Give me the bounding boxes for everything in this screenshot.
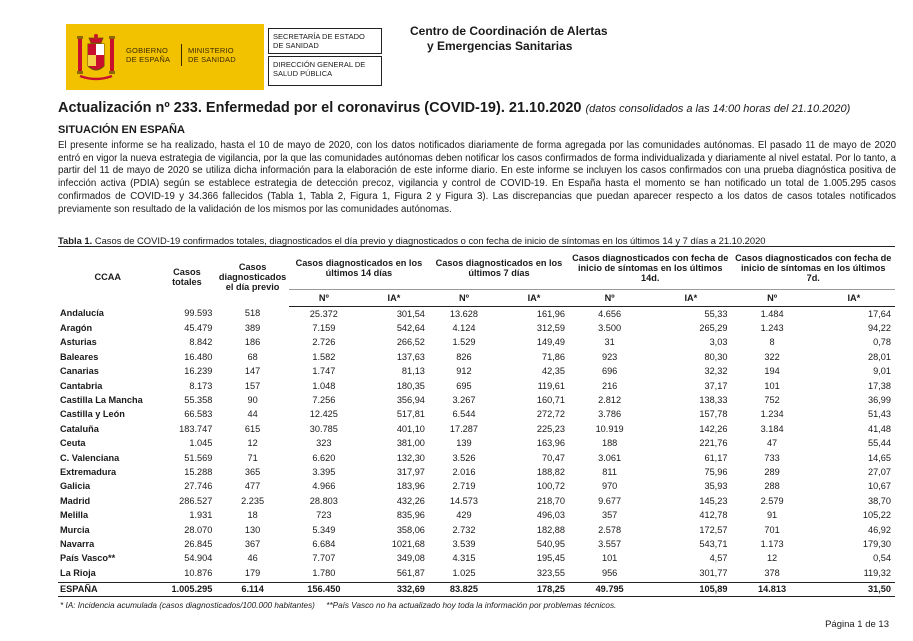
cell-ccaa: Ceuta	[60, 438, 86, 449]
cell-diag7_n: 3.539	[452, 538, 476, 549]
table-row	[58, 336, 895, 350]
cell-dia_previo: 186	[244, 337, 261, 348]
cell-diag14_n: 323	[316, 438, 332, 449]
cell-fecha14_n: 970	[601, 481, 618, 492]
cell-diag14_ia: 517,81	[396, 409, 425, 420]
direccion-box	[268, 56, 382, 86]
direccion-label: DIRECCIÓN GENERAL DE SALUD PÚBLICA	[273, 60, 366, 78]
cell-fecha7_n: 289	[764, 466, 780, 477]
cell-fecha14_n: 3.786	[598, 409, 622, 420]
cell-totales: 27.746	[184, 481, 213, 492]
cell-fecha7_ia: 179,30	[862, 538, 891, 549]
cell-totales: 286.527	[179, 495, 213, 506]
cell-dia_previo: 90	[247, 395, 258, 406]
cell-totales: 26.845	[184, 538, 213, 549]
report-title-main: Actualización nº 233. Enfermedad por el coronavirus (COVID-19). 21.10.2020	[58, 100, 582, 116]
header-dia-previo: Casos diagnosticados el día previo	[216, 247, 288, 307]
table-body	[58, 307, 895, 597]
header-ia: IA*	[499, 290, 569, 307]
cell-fecha7_n: 91	[766, 510, 778, 521]
cell-diag7_ia: 218,70	[536, 495, 566, 506]
cell-fecha14_ia: 543,71	[699, 538, 728, 549]
cell-dia_previo: 68	[247, 351, 258, 362]
cell-diag7_ia: 312,59	[536, 323, 566, 334]
secretaria-label: SECRETARÍA DE ESTADO DE SANIDAD	[273, 32, 365, 50]
cell-dia_previo: 367	[244, 538, 261, 549]
table-row	[58, 451, 895, 465]
table-row	[58, 307, 895, 322]
total-cell-totales: 1.005.295	[158, 583, 217, 597]
cell-ccaa: Extremadura	[60, 466, 117, 477]
table-caption	[58, 235, 766, 246]
cell-diag7_n: 429	[456, 510, 472, 521]
cell-fecha7_n: 733	[764, 452, 780, 463]
total-cell-diag7_ia: 178,25	[499, 583, 569, 597]
cell-diag14_n: 12.425	[309, 409, 338, 420]
cell-diag7_ia: 149,49	[536, 337, 566, 348]
report-title	[58, 100, 850, 116]
cell-diag14_ia: 301,54	[396, 308, 425, 319]
header-diag7: Casos diagnosticados en los últimos 7 días	[429, 247, 569, 290]
header-fecha14: Casos diagnosticados con fecha de inicio de síntomas en los últimos 14d.	[569, 247, 731, 290]
cell-fecha14_ia: 4,57	[709, 553, 728, 564]
cell-dia_previo: 179	[244, 567, 261, 578]
cell-diag14_n: 7.707	[312, 553, 336, 564]
cell-ccaa: Andalucía	[60, 308, 104, 319]
cell-diag14_ia: 1021,68	[391, 538, 425, 549]
cell-diag7_ia: 160,71	[536, 395, 566, 406]
table-row	[58, 508, 895, 522]
cell-totales: 28.070	[184, 524, 213, 535]
cell-fecha14_n: 31	[604, 337, 615, 348]
cell-fecha14_n: 101	[601, 553, 618, 564]
cell-diag14_n: 6.684	[312, 538, 336, 549]
cell-diag7_ia: 540,95	[536, 538, 566, 549]
cell-diag7_n: 4.124	[452, 323, 476, 334]
cell-ccaa: Castilla La Mancha	[60, 395, 143, 406]
cell-diag7_n: 826	[456, 351, 472, 362]
cell-diag14_ia: 317,97	[396, 466, 425, 477]
cell-totales: 16.239	[184, 366, 213, 377]
cell-diag7_ia: 496,03	[536, 510, 566, 521]
cell-dia_previo: 615	[244, 423, 261, 434]
cell-fecha14_n: 357	[601, 510, 618, 521]
cell-diag7_ia: 225,23	[536, 423, 566, 434]
coat-of-arms-icon	[76, 30, 116, 84]
cell-totales: 45.479	[184, 323, 213, 334]
cell-fecha7_ia: 38,70	[868, 495, 891, 506]
cell-fecha14_ia: 32,32	[704, 366, 728, 377]
cell-fecha14_n: 956	[601, 567, 618, 578]
cell-fecha7_ia: 51,43	[868, 409, 891, 420]
cell-dia_previo: 2.235	[241, 495, 265, 506]
cell-ccaa: Asturias	[60, 337, 97, 348]
cell-diag7_n: 13.628	[449, 308, 478, 319]
table-row	[58, 523, 895, 537]
cell-totales: 8.842	[189, 337, 213, 348]
cell-totales: 54.904	[184, 553, 213, 564]
logo-divider	[181, 44, 182, 66]
cell-diag7_n: 14.573	[449, 495, 478, 506]
cell-diag14_n: 1.048	[312, 380, 336, 391]
cell-ccaa: C. Valenciana	[60, 452, 120, 463]
cell-diag14_ia: 183,96	[396, 481, 425, 492]
cell-diag7_ia: 42,35	[542, 366, 566, 377]
cell-fecha14_ia: 301,77	[699, 567, 728, 578]
total-cell-dia_previo: 6.114	[216, 583, 288, 597]
cell-fecha14_n: 3.500	[598, 323, 622, 334]
report-title-sub: (datos consolidados a las 14:00 horas del 21.10.2020)	[585, 103, 851, 115]
header-diag14: Casos diagnosticados en los últimos 14 días	[289, 247, 429, 290]
cell-diag14_n: 6.620	[312, 452, 336, 463]
cell-fecha7_ia: 9,01	[873, 366, 891, 377]
cell-fecha14_n: 216	[601, 380, 618, 391]
table-caption-label: Tabla 1.	[58, 235, 93, 246]
table-row	[58, 365, 895, 379]
cell-fecha14_ia: 3,03	[709, 337, 728, 348]
header-ia: IA*	[813, 290, 895, 307]
cell-diag7_ia: 182,88	[536, 524, 566, 535]
centro-heading	[410, 24, 608, 54]
cell-ccaa: Cataluña	[60, 423, 99, 434]
cell-diag7_ia: 195,45	[536, 553, 566, 564]
cell-fecha14_ia: 138,33	[699, 395, 728, 406]
cell-diag14_ia: 349,08	[396, 553, 425, 564]
cell-fecha7_n: 3.184	[760, 423, 784, 434]
cell-dia_previo: 157	[244, 380, 261, 391]
cell-fecha7_ia: 94,22	[868, 323, 891, 334]
cell-fecha14_n: 811	[602, 466, 617, 477]
cell-diag14_n: 5.349	[312, 524, 336, 535]
cell-diag14_n: 1.747	[312, 366, 336, 377]
cell-diag14_ia: 381,00	[396, 438, 425, 449]
total-cell-fecha7_n: 14.813	[731, 583, 812, 597]
cell-dia_previo: 147	[244, 366, 261, 377]
cell-totales: 55.358	[184, 395, 213, 406]
cell-ccaa: Melilla	[60, 510, 89, 521]
centro-line-2: y Emergencias Sanitarias	[427, 39, 573, 53]
total-cell-fecha14_ia: 105,89	[650, 583, 731, 597]
cell-diag14_n: 25.372	[309, 308, 338, 319]
header-n: Nº	[289, 290, 359, 307]
cell-fecha14_n: 3.557	[598, 538, 622, 549]
header-n: Nº	[731, 290, 812, 307]
cell-fecha14_ia: 80,30	[704, 351, 728, 362]
cell-totales: 51.569	[184, 452, 213, 463]
cell-fecha14_ia: 37,17	[704, 380, 728, 391]
cell-ccaa: Canarias	[60, 366, 99, 377]
cell-diag7_n: 139	[456, 438, 472, 449]
header-fecha7: Casos diagnosticados con fecha de inicio de síntomas en los últimos 7d.	[731, 247, 895, 290]
total-cell-diag14_ia: 332,69	[359, 583, 429, 597]
cell-totales: 1.931	[189, 510, 213, 521]
cell-dia_previo: 44	[247, 409, 258, 420]
cell-fecha7_n: 1.173	[760, 538, 784, 549]
cell-fecha7_ia: 119,32	[863, 567, 891, 578]
cell-diag7_ia: 70,47	[542, 452, 566, 463]
cell-fecha14_n: 696	[601, 366, 618, 377]
cell-diag14_n: 7.256	[312, 395, 336, 406]
total-cell-diag14_n: 156.450	[289, 583, 359, 597]
cell-fecha7_ia: 17,64	[868, 308, 891, 319]
cell-diag14_ia: 132,30	[396, 452, 425, 463]
header-n: Nº	[569, 290, 650, 307]
cell-fecha7_n: 101	[764, 380, 780, 391]
cell-totales: 16.480	[184, 351, 213, 362]
total-cell-ccaa: ESPAÑA	[58, 583, 158, 597]
table-row	[58, 537, 895, 551]
cell-fecha14_ia: 75,96	[704, 466, 728, 477]
cell-dia_previo: 365	[244, 466, 261, 477]
cell-fecha14_n: 4.656	[598, 308, 622, 319]
cell-dia_previo: 130	[244, 524, 261, 535]
cell-diag7_ia: 323,55	[536, 567, 566, 578]
total-cell-fecha14_n: 49.795	[569, 583, 650, 597]
total-cell-diag7_n: 83.825	[429, 583, 499, 597]
cell-fecha7_ia: 10,67	[868, 481, 891, 492]
cell-diag7_n: 4.315	[452, 553, 476, 564]
cell-diag14_n: 7.159	[312, 323, 336, 334]
table-row	[58, 552, 895, 566]
cell-diag7_ia: 100,72	[536, 481, 566, 492]
cell-diag14_n: 723	[316, 510, 332, 521]
logo-ministerio-text: MINISTERIO DE SANIDAD	[188, 46, 236, 64]
cell-diag14_n: 1.780	[312, 567, 336, 578]
page-number: Página 1 de 13	[825, 619, 889, 630]
cell-diag7_n: 1.025	[452, 567, 476, 578]
cell-fecha14_n: 923	[601, 351, 618, 362]
cell-diag7_n: 2.016	[452, 466, 476, 477]
cell-diag14_ia: 432,26	[396, 495, 425, 506]
table-caption-text: Casos de COVID-19 confirmados totales, diagnosticados el día previo y diagnosticados o con fecha de inicio de síntomas en los últimos 14 y 7 días a 21.10.2020	[92, 235, 766, 246]
cell-fecha7_n: 2.579	[760, 495, 784, 506]
cell-totales: 66.583	[184, 409, 213, 420]
logo-gobierno-text: GOBIERNO DE ESPAÑA	[126, 46, 171, 64]
table-row	[58, 494, 895, 508]
cell-ccaa: Aragón	[60, 323, 93, 334]
centro-line-1: Centro de Coordinación de Alertas	[410, 24, 608, 38]
cell-totales: 183.747	[179, 423, 213, 434]
cell-diag14_ia: 401,10	[396, 423, 425, 434]
cell-diag7_ia: 163,96	[536, 438, 566, 449]
header-n: Nº	[429, 290, 499, 307]
secretaria-box	[268, 28, 382, 54]
cell-fecha7_ia: 27,07	[868, 466, 891, 477]
cell-diag7_ia: 119,61	[537, 380, 566, 391]
cell-ccaa: Baleares	[60, 351, 99, 362]
cell-dia_previo: 389	[244, 323, 261, 334]
cell-diag7_ia: 272,72	[536, 409, 566, 420]
cell-fecha14_ia: 221,76	[699, 438, 728, 449]
header-ccaa: CCAA	[58, 247, 158, 307]
total-cell-fecha7_ia: 31,50	[813, 583, 895, 597]
cell-fecha7_ia: 55,44	[868, 438, 891, 449]
cell-diag14_ia: 542,64	[396, 323, 425, 334]
cell-diag14_ia: 137,63	[396, 351, 425, 362]
cell-fecha14_ia: 265,29	[699, 323, 728, 334]
cell-fecha7_ia: 36,99	[868, 395, 891, 406]
cell-diag14_ia: 561,87	[396, 567, 425, 578]
cell-fecha14_n: 2.812	[598, 395, 622, 406]
cell-ccaa: Madrid	[60, 495, 91, 506]
table-row	[58, 350, 895, 364]
cell-fecha7_n: 378	[764, 567, 780, 578]
cell-diag14_n: 28.803	[309, 495, 338, 506]
table-row	[58, 321, 895, 335]
cell-fecha7_ia: 0,54	[873, 553, 891, 564]
cell-diag7_n: 1.529	[452, 337, 476, 348]
cell-diag7_n: 2.732	[452, 524, 476, 535]
cell-ccaa: Castilla y León	[60, 409, 125, 420]
cell-fecha14_n: 3.061	[598, 452, 622, 463]
cell-fecha7_ia: 28,01	[868, 351, 891, 362]
cell-diag7_n: 3.267	[452, 395, 476, 406]
cell-diag14_n: 1.582	[312, 351, 336, 362]
cell-fecha7_ia: 46,92	[868, 524, 891, 535]
cell-ccaa: País Vasco**	[60, 553, 116, 564]
cell-diag14_n: 3.395	[312, 466, 336, 477]
cell-diag7_n: 2.719	[452, 481, 476, 492]
cell-fecha14_ia: 61,17	[704, 452, 728, 463]
cell-dia_previo: 71	[247, 452, 258, 463]
table-row	[58, 566, 895, 583]
table-row	[58, 480, 895, 494]
cell-diag14_ia: 266,52	[396, 337, 425, 348]
cell-diag7_n: 695	[456, 380, 472, 391]
cell-fecha7_ia: 14,65	[868, 452, 891, 463]
cell-dia_previo: 18	[247, 510, 258, 521]
cell-fecha14_ia: 55,33	[704, 308, 728, 319]
cell-fecha14_n: 10.919	[595, 423, 624, 434]
cell-dia_previo: 477	[244, 481, 261, 492]
cell-fecha7_n: 8	[769, 337, 775, 348]
cell-fecha7_n: 288	[764, 481, 780, 492]
cell-fecha7_n: 701	[764, 524, 780, 535]
cell-fecha7_ia: 17,38	[868, 380, 891, 391]
cell-diag14_ia: 835,96	[396, 510, 425, 521]
table-row	[58, 379, 895, 393]
cell-fecha14_n: 9.677	[598, 495, 622, 506]
cell-dia_previo: 518	[244, 308, 261, 319]
cell-diag7_ia: 161,96	[536, 308, 566, 319]
cell-diag14_n: 4.966	[312, 481, 336, 492]
cell-ccaa: Navarra	[60, 538, 95, 549]
cell-ccaa: Cantabria	[60, 380, 103, 391]
cell-dia_previo: 12	[247, 438, 258, 449]
header-totales: Casos totales	[158, 247, 217, 307]
cell-diag7_n: 17.287	[449, 423, 478, 434]
cases-table	[58, 246, 895, 597]
cell-fecha14_ia: 412,78	[699, 510, 728, 521]
cell-fecha14_ia: 157,78	[699, 409, 728, 420]
cell-diag7_ia: 188,82	[536, 466, 566, 477]
cell-fecha7_n: 1.234	[760, 409, 784, 420]
cell-totales: 8.173	[189, 380, 213, 391]
cell-diag7_n: 912	[456, 366, 472, 377]
cell-totales: 15.288	[184, 466, 213, 477]
section-heading: SITUACIÓN EN ESPAÑA	[58, 124, 185, 136]
cell-totales: 99.593	[184, 308, 213, 319]
cell-fecha14_n: 2.578	[598, 524, 622, 535]
cell-fecha7_n: 194	[764, 366, 780, 377]
cell-fecha7_ia: 0,78	[873, 337, 891, 348]
cell-fecha7_n: 1.243	[760, 323, 784, 334]
intro-paragraph: El presente informe se ha realizado, hasta el 10 de mayo de 2020, con los datos notificados diariamente de forma agregada por las comunidades autónomas. El pasado 11 de mayo de 2020 entró en vigor la nueva estrategia de vigilancia, por la que las comunidades autónomas deben notificar los casos confirmados de forma individualizada y diariamente al nivel estatal. Por lo tanto, a partir del 11 de mayo de 2020 se utiliza dicha información para la elaboración de este informe diario. En este informe se incluyen los casos confirmados con una prueba diagnóstica positiva de infección activa (PDIA) según se establece estrategia de detección precoz, vigilancia y control de COVID-19. En España hasta el momento se han notificado un total de 1.005.295 casos confirmados de COVID-19 y 34.366 fallecidos (Tabla 1, Tabla 2, Figura 1, Figura 2 y Figura 3). Las discrepancias que puedan aparecer respecto a los datos de casos totales notificados previamente son resultado de la validación de los mismos por las comunidades autónomas.	[58, 140, 896, 215]
cell-diag14_ia: 180,35	[396, 380, 425, 391]
cell-dia_previo: 46	[247, 553, 258, 564]
table-row	[58, 437, 895, 451]
cell-fecha14_n: 188	[601, 438, 618, 449]
cell-diag14_ia: 358,06	[396, 524, 425, 535]
cell-ccaa: Murcia	[60, 524, 90, 535]
cell-fecha7_n: 322	[764, 351, 780, 362]
cell-totales: 10.876	[184, 567, 213, 578]
cell-diag14_ia: 81,13	[401, 366, 425, 377]
cell-diag14_n: 2.726	[312, 337, 336, 348]
table-row	[58, 393, 895, 407]
cell-diag7_n: 3.526	[452, 452, 476, 463]
cell-fecha14_ia: 142,26	[699, 423, 728, 434]
cell-fecha7_n: 47	[766, 438, 778, 449]
total-row	[58, 583, 895, 597]
cell-totales: 1.045	[189, 438, 213, 449]
cell-fecha7_ia: 105,22	[862, 510, 891, 521]
cell-diag14_n: 30.785	[309, 423, 338, 434]
cell-ccaa: Galicia	[60, 481, 91, 492]
cell-diag14_ia: 356,94	[396, 395, 425, 406]
table-row	[58, 465, 895, 479]
cell-fecha14_ia: 145,23	[699, 495, 728, 506]
cell-fecha7_n: 12	[766, 553, 778, 564]
table-row	[58, 408, 895, 422]
footnote: * IA: Incidencia acumulada (casos diagnosticados/100.000 habitantes) **País Vasco no ha actualizado hoy toda la información por problemas técnicos.	[60, 601, 617, 610]
cell-fecha7_ia: 41,48	[868, 423, 891, 434]
cell-fecha7_n: 752	[764, 395, 780, 406]
cell-fecha14_ia: 35,93	[704, 481, 728, 492]
cell-fecha7_n: 1.484	[760, 308, 784, 319]
cell-ccaa: La Rioja	[60, 567, 96, 578]
cell-diag7_n: 6.544	[452, 409, 476, 420]
table-row	[58, 422, 895, 436]
cell-fecha14_ia: 172,57	[699, 524, 728, 535]
header-ia: IA*	[650, 290, 731, 307]
government-logo	[66, 24, 264, 90]
header-ia: IA*	[359, 290, 429, 307]
cell-diag7_ia: 71,86	[542, 351, 566, 362]
